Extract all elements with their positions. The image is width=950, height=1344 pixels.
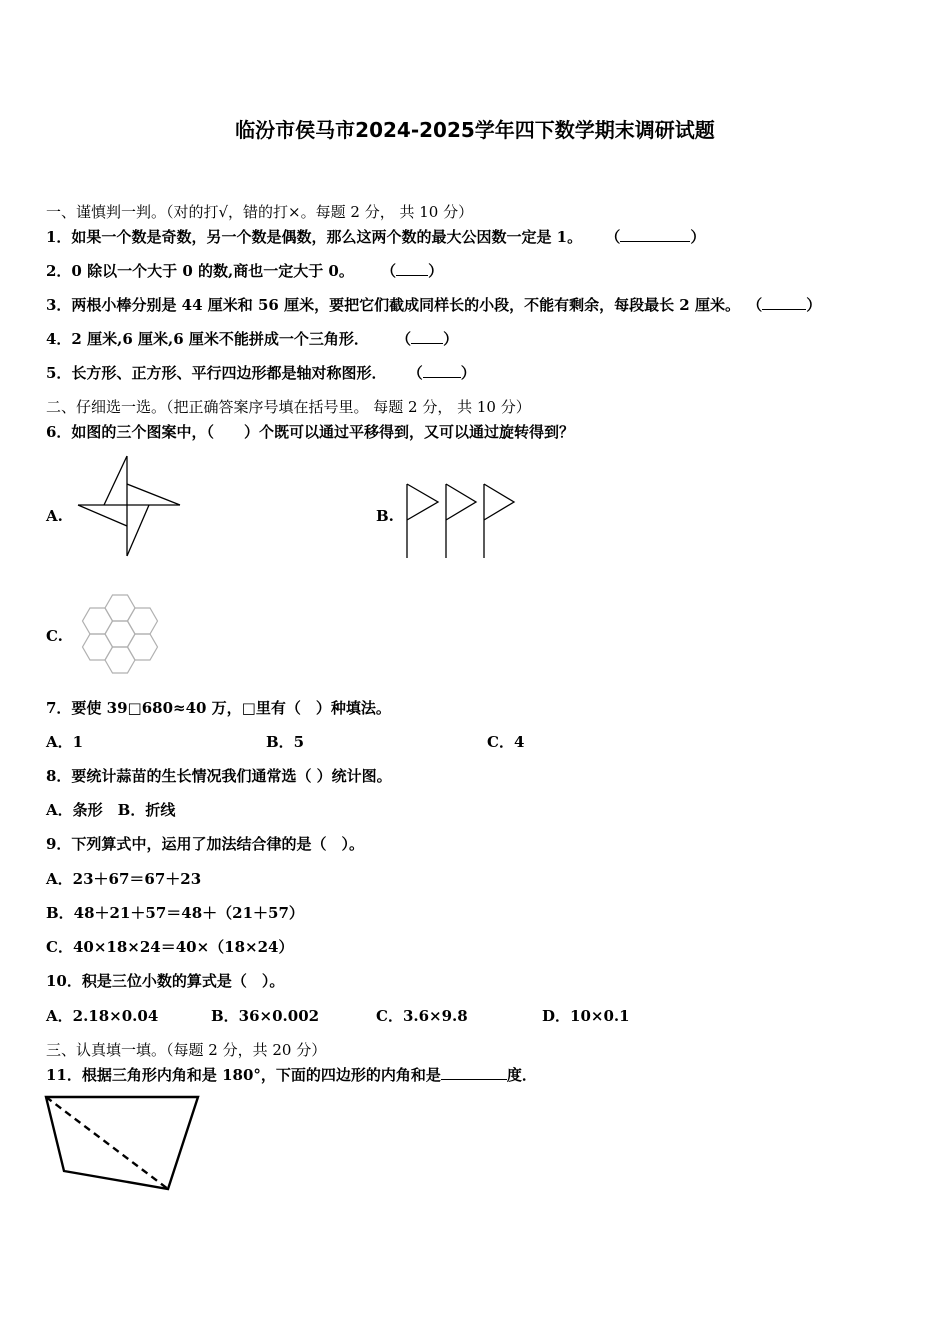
question-1 [46, 227, 705, 247]
answer-paren-close: ） [460, 364, 476, 382]
pinwheel-figure [76, 454, 182, 560]
option-10a: A．2.18×0.04 [46, 1007, 159, 1025]
answer-blank[interactable] [411, 329, 443, 344]
hexagon [105, 647, 135, 673]
option-6c-label: C. [46, 627, 63, 645]
answer-blank[interactable] [441, 1065, 507, 1080]
section-3-heading: 三、认真填一填。（每题 2 分，共 20 分） [46, 1041, 327, 1059]
page-title: 临汾市侯马市2024-2025学年四下数学期末调研试题 [235, 118, 715, 142]
question-7-text: 7．要使 39□680≈40 万，□里有（ ）种填法。 [46, 699, 391, 717]
option-9c: C．40×18×24＝40×（18×24） [46, 938, 294, 956]
hexagon [83, 608, 113, 634]
question-5-text: 5．长方形、正方形、平行四边形都是轴对称图形． [46, 364, 387, 382]
quadrilateral-figure [42, 1093, 204, 1193]
option-10b: B．36×0.002 [211, 1007, 320, 1025]
option-10c: C．3.6×9.8 [376, 1007, 468, 1025]
option-9a: A．23＋67＝67＋23 [46, 870, 202, 888]
answer-paren-open: （ [747, 296, 763, 314]
option-7b: B．5 [266, 733, 305, 751]
option-7c: C．4 [487, 733, 525, 751]
option-9b: B．48＋21＋57＝48＋（21＋57） [46, 904, 304, 922]
hexagon [105, 621, 135, 647]
question-11-suffix: 度． [506, 1066, 537, 1084]
flags-figure [404, 482, 516, 560]
answer-blank[interactable] [396, 261, 428, 276]
answer-paren-close: ） [428, 262, 444, 280]
question-11 [46, 1065, 537, 1085]
answer-blank[interactable] [762, 295, 806, 310]
hexagon [128, 634, 158, 660]
question-8-text: 8．要统计蒜苗的生长情况我们通常选（ ）统计图。 [46, 767, 392, 785]
answer-paren-open: （ [605, 228, 621, 246]
question-8-options: A．条形 B．折线 [46, 801, 176, 819]
question-1-text: 1．如果一个数是奇数，另一个数是偶数，那么这两个数的最大公因数一定是 1。 [46, 228, 583, 246]
question-5 [46, 363, 476, 383]
answer-paren-open: （ [407, 364, 423, 382]
question-4 [46, 329, 458, 349]
question-10-text: 10．积是三位小数的算式是（ ）。 [46, 972, 285, 990]
answer-paren-open: （ [396, 330, 412, 348]
question-9-text: 9．下列算式中，运用了加法结合律的是（ ）。 [46, 835, 364, 853]
question-2-text: 2．0 除以一个大于 0 的数,商也一定大于 0。 [46, 262, 354, 280]
option-6b-label: B. [376, 507, 394, 525]
answer-blank[interactable] [423, 363, 461, 378]
option-7a: A．1 [46, 733, 84, 751]
question-11-text: 11．根据三角形内角和是 180°，下面的四边形的内角和是 [46, 1066, 441, 1084]
hexagon [105, 595, 135, 621]
question-3 [46, 295, 821, 315]
question-4-text: 4．2 厘米,6 厘米,6 厘米不能拼成一个三角形． [46, 330, 369, 348]
answer-blank[interactable] [620, 227, 690, 242]
answer-paren-open: （ [381, 262, 397, 280]
honeycomb-figure [74, 588, 166, 680]
question-3-text: 3．两根小棒分别是 44 厘米和 56 厘米，要把它们截成同样长的小段，不能有剩余，每段最长 2 厘米。 [46, 296, 740, 314]
question-6-text: 6．如图的三个图案中，（ ）个既可以通过平移得到，又可以通过旋转得到？ [46, 423, 574, 441]
section-2-heading: 二、仔细选一选。（把正确答案序号填在括号里。 每题 2 分， 共 10 分） [46, 398, 531, 416]
section-1-heading: 一、谨慎判一判。（对的打√，错的打×。每题 2 分， 共 10 分） [46, 203, 474, 221]
option-6a-label: A. [46, 507, 63, 525]
option-10d: D．10×0.1 [542, 1007, 630, 1025]
answer-paren-close: ） [806, 296, 822, 314]
hexagon [128, 608, 158, 634]
answer-paren-close: ） [443, 330, 459, 348]
question-2 [46, 261, 443, 281]
answer-paren-close: ） [690, 228, 706, 246]
hexagon [83, 634, 113, 660]
